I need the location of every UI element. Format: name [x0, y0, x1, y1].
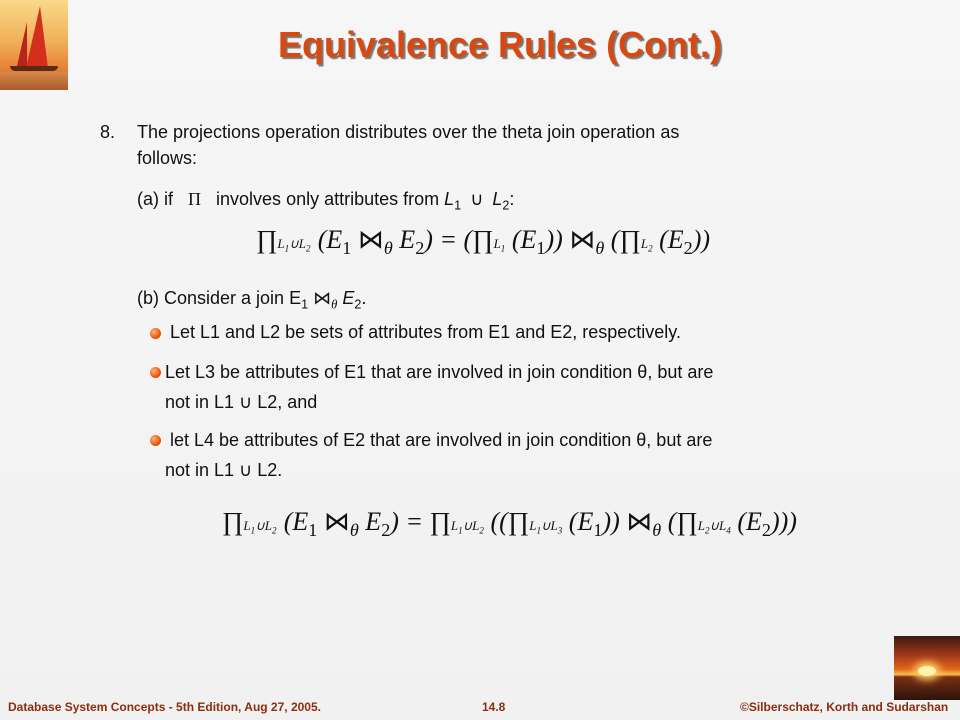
- part-a-end: :: [509, 189, 515, 209]
- part-b-e2: E: [342, 288, 355, 308]
- theta-symbol: θ: [331, 297, 338, 312]
- formula-a: $\prod L_1\cup L_2$ ($E_1$ $⋈_\theta$ $E_2$) = ($\prod L_1$ $(E_1)$) $⋈_\theta$ ($\prod L_2$ $(E_2)$): [256, 225, 711, 259]
- formula-b: $\prod L_1\cup L_2$ ($E_1$ $⋈_\theta$ $E_2$) = $\prod L_1\cup L_2$ (($\prod L_1\cup L_3$ $(E_1)$) $⋈_\theta$ ($\prod L_2\cup L_4$ $(E_2)$)): [222, 507, 797, 541]
- part-b-prefix: (b) Consider a join E: [137, 288, 302, 308]
- rule-number: 8.: [100, 122, 116, 142]
- part-a-l1-sub: 1: [454, 198, 462, 213]
- bullet-2-line1: Let L3 be attributes of E1 that are involved in join condition θ, but are: [165, 362, 714, 382]
- part-a-l1: L: [444, 189, 455, 209]
- footer-page-number: 14.8: [482, 700, 506, 714]
- part-a-mid: involves only attributes from: [216, 189, 440, 209]
- part-a-line: [137, 187, 514, 218]
- bullet-3-line1: let L4 be attributes of E2 that are involved in join condition θ, but are: [170, 430, 713, 450]
- bullet-dot: [150, 435, 161, 446]
- bullet-dot: [150, 328, 161, 339]
- bullet-2-line2: not in L1 ∪ L2, and: [165, 392, 318, 412]
- join-symbol: ⋈: [313, 288, 332, 309]
- footer-copyright: ©Silberschatz, Korth and Sudarshan: [740, 700, 949, 714]
- part-b-end: .: [361, 288, 367, 308]
- bullet-1-line1: Let L1 and L2 be sets of attributes from E1 and E2, respectively.: [170, 322, 681, 342]
- part-b-sub2: 2: [354, 297, 362, 312]
- slide-title: Equivalence Rules (Cont.): [277, 24, 723, 65]
- part-a-l2: L: [492, 189, 503, 209]
- part-b-sub1: 1: [301, 297, 309, 312]
- rule-text-line2: follows:: [137, 148, 198, 168]
- footer-left: Database System Concepts - 5th Edition, Aug 27, 2005.: [8, 700, 321, 714]
- pi-symbol: Π: [188, 189, 202, 209]
- sunset-image: [894, 636, 960, 700]
- bullet-3-line2: not in L1 ∪ L2.: [165, 460, 283, 480]
- part-a-prefix: (a) if: [137, 189, 173, 209]
- rule-text-line1: The projections operation distributes over the theta join operation as: [137, 122, 680, 142]
- part-b-line: [137, 286, 366, 317]
- part-a-l2-sub: 2: [502, 198, 510, 213]
- union-symbol: ∪: [470, 189, 484, 209]
- bullet-dot: [150, 367, 161, 378]
